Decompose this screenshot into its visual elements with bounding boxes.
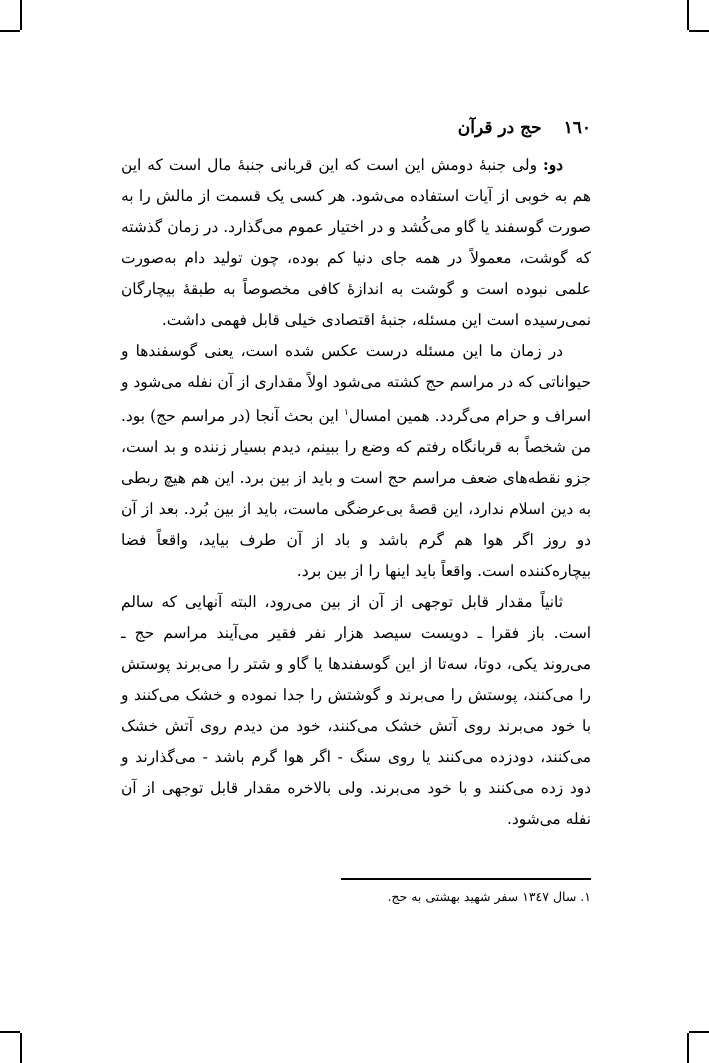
paragraph-text: ولی جنبهٔ دومش این است که این قربانی جنبهٔ مال است که این هم به خوبی از آیات استفاده می‌شود. هر کسی یک قسمت از مالش را به صورت گوسفند یا گاو می‌کُشد و در اختیار عموم می‌گذارد. در زمان گذشته که گوشت، معمولاً در همه جای دنیا کم بوده، چون تولید دام به‌صورت علمی نبوده است و گوشت به اندازهٔ کافی مخصوصاً به طبقهٔ بیچارگان نمی‌رسیده است این مسئله، جنبهٔ اقتصادی خیلی قابل فهمی داشت. bbox=[121, 156, 591, 329]
crop-mark-top-right-h bbox=[689, 30, 709, 32]
paragraph-text: این بحث آنجا (در مراسم حج) بود. من شخصاً به قربانگاه رفتم که وضع را ببینم، دیدم بسیار زننده و بد است، جزو نقطه‌های ضعف مراسم حج است و باید از بین برد. این هم هیچ ربطی به دین اسلام ندارد، این قصهٔ بی‌عرضگی ماست، باید از بین بُرد. بعد از آن دو روز اگر هوا هم گرم باشد و باد از آن طرف بیاید، واقعاً فضا بیچاره‌کننده است. واقعاً باید اینها را از بین برد. bbox=[121, 407, 591, 581]
paragraph-lead: دو: bbox=[543, 156, 563, 174]
footnote-reference[interactable]: ١ bbox=[344, 408, 349, 418]
page-header bbox=[118, 114, 591, 142]
crop-mark-top-left-h bbox=[0, 30, 20, 32]
paragraph-2 bbox=[121, 336, 591, 587]
footnote: ١. سال ١٣٤٧ سفر شهید بهشتی به حج. bbox=[387, 889, 591, 904]
paragraph-text: ثانیاً مقدار قابل توجهی از آن از بین می‌رود، البته آنهایی که سالم است. باز فقرا ـ دویست سیصد هزار نفر فقیر می‌آیند مراسم حج ـ می‌روند یکی، دوتا، سه‌تا از این گوسفندها یا گاو و شتر را می‌برند پوستش را می‌کنند، پوستش را می‌برند و گوشتش را جدا نموده و خشک می‌کنند و با خود می‌برند روی آتش خشک می‌کنند، خود من دیدم روی آتش خشک می‌کنند، دودزده می‌کنند یا روی سنگ - اگر هوا گرم باشد - می‌گذارند و دود زده می‌کنند و با خود می‌برند. ولی بالاخره مقدار قابل توجهی از آن نفله می‌شود. bbox=[121, 593, 591, 829]
page-number: ١٦٠ bbox=[563, 118, 591, 138]
crop-mark-top-right-v bbox=[687, 0, 689, 30]
paragraph-3 bbox=[121, 587, 591, 835]
paragraph-text: در زمان ما این مسئله درست عکس شده است، یعنی گوسفندها و حیواناتی که در مراسم حج کشته می‌شود اولاً مقداری از آن نفله می‌شود و اسراف و حرام می‌گردد. همین امسال bbox=[121, 342, 591, 426]
crop-mark-bottom-left-h bbox=[0, 1031, 20, 1033]
footnote-divider bbox=[341, 878, 591, 880]
crop-mark-top-left-v bbox=[20, 0, 22, 30]
crop-mark-bottom-left-v bbox=[20, 1033, 22, 1063]
paragraph-1 bbox=[121, 150, 591, 336]
body-text bbox=[121, 150, 591, 835]
crop-mark-bottom-right-h bbox=[689, 1031, 709, 1033]
crop-mark-bottom-right-v bbox=[687, 1033, 689, 1063]
running-title: حج در قرآن bbox=[457, 118, 542, 138]
